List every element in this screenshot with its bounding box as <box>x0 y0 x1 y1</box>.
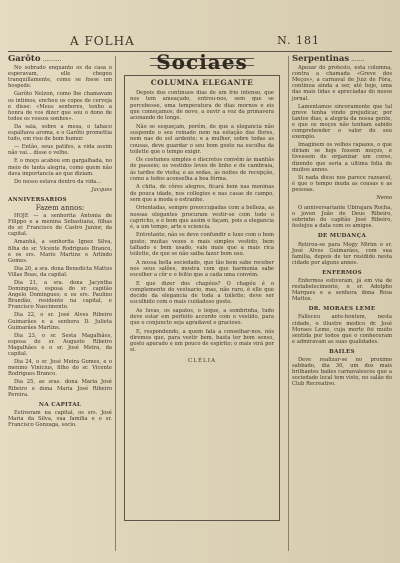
sick-title: ENFERMOS <box>322 269 362 276</box>
paragraph: Enfermos estiveram, já em via de restabelecimento, o sr. Adolpho Marques e a senhora dona Rosa Mattos. <box>292 278 392 303</box>
paragraph: — Então, seus patifes, a vida assim não vai... disse o velho. <box>8 144 112 157</box>
paragraph: E, respondendo, a quem fala a conselhar-nos, nós diremos que, para vestir bem, basta ter bom senso, gosto apurado e um pouco de espirito; o mais virá por si. <box>130 328 274 354</box>
paragraph: Dia 25, as sras. dona Maria José Ribeiro e dona Maria José Ribeiro Pereira. <box>8 379 112 398</box>
paragraph: Dia 22, o sr. José Alves Ribeiro Guimarães e a senhora D. Julieta Guimarães Martins. <box>8 312 112 331</box>
box-title: COLUMNA ELEGANTE <box>150 78 254 88</box>
sociaes-heading <box>120 50 284 74</box>
paragraph: Amanhã, a senhorita Ignez Silva, filha do sr. Vicente Rodrigues Branco, e os srs. Mario Martins e Arlindo Gomes. <box>8 239 112 264</box>
box-text <box>130 90 274 364</box>
section-title-serpentinas: Serpentinas ....... <box>292 54 365 64</box>
balls-title: BAILES <box>329 348 355 355</box>
anniversaries-subtitle: Fazem annos: <box>35 203 85 212</box>
paragraph: Deve realizar-se no proximo sabbado, dia 30, um dos mais brilhantes bailes carnavalescos que a sociedade local tem visto, no salão do Club Recreativo. <box>292 357 392 388</box>
paragraph: Da sala, sobre a mesa, o tabaco espalhava aroma, e o Garôto promettia tudo, em riso de bom humor. <box>8 123 112 143</box>
middle-column <box>120 50 284 521</box>
columna-elegante-box <box>124 75 280 521</box>
paragraph: Dia 20, a sra. dona Benedicta Mattos Villas Boas, da capital. <box>8 265 112 278</box>
section-title-garoto: Garôto .......... <box>8 54 62 64</box>
right-column <box>292 56 392 390</box>
paragraph: As luvas, os sapatos, o leque, a sombrinha, tudo deve estar em perfeito accordo com o vestido, para que o conjuncto seja agradavel e gracioso. <box>130 307 274 327</box>
paragraph: Os costumes simples e discretos convêm ás manhãs de passeio; os vestidos leves de linho e de cambraia, ás tardes de visita; e as sedas, ás noites de recepção, como a todos aconselha a boa fórma. <box>130 157 274 183</box>
paragraph: Depois dos continuos dias de um frio intenso, que nos tem ameaçado, entrou-nos, sem que se percebesse, uma temperatura de dias mornos e eis que começamos, de novo, a ouvir a voz da primavera acenando de longe. <box>130 90 274 122</box>
paragraph: Não se esqueçam, porém, de que a elegancia não suspende o seu reinado nem na estação das flores, nem nas do sol ardente; e a mulher, sobre todas as cousas, deve guardar o seu bom gosto na escolha da toilette que o tempo exigir. <box>130 123 274 155</box>
paragraph: Estiveram na capital, os srs. José Maria da Silva, sua familia e o sr. Francisco Gonzaga, socio. <box>8 409 112 428</box>
paragraph: Si nada disso nos parece razoavel, é que o tempo muda as cousas e as pessoas. <box>292 174 392 193</box>
sociaes-title: Sociaes <box>150 58 254 66</box>
anniversaries-title: ANNIVERSARIOS <box>8 196 67 203</box>
paragraph: Orientadas, sempre preoccupadas com a belleza, as nossas elegantes procuram vestir-se com todo o capricho, e é bom que assim o façam, pois a elegancia é, a um tempo, arte e sciencia. <box>130 205 274 231</box>
paragraph: Garôto Nelzon, como lhe chamavam os intimos, encheu os copos de cerveja e disse: «Meus senhores, tenho a honra de vos dizer que sou o dono de todos os vossos sonhos». <box>8 91 112 122</box>
issue-number: N. 181 <box>277 34 320 47</box>
paragraph: A chita, de côres alegres, ficará bem nas meninas de pouca idade, nos collegios e nas casas de campo, sem que a moda o estranhe. <box>130 184 274 203</box>
paragraph: No sobrado enquanto os da casa o esperavam, elle chegou tranquillamente, como se fosse um hospede. <box>8 65 112 90</box>
paragraph: HOJE — a senhorita Antonia de Filippo e a menina Sebastiana, filhas do sr. Francisco de Castro Junior, da capital. <box>8 213 112 238</box>
column-rule-left <box>115 56 116 551</box>
paragraph: Lamentamos sinceramente que tal greve tenha vindo prejudicar, por tantos dias, a alegria da nossa gente, e que os moços não tenham sabido comprehender o valor do seu exemplo. <box>292 103 392 141</box>
paragraph: E que dizer dos chapéus? O chapéu é o complemento do vestuario, mas, não raro, é elle que decide da elegancia de toda a toilette; deve ser escolhido com o mais cuidadoso gosto. <box>130 280 274 306</box>
capital-title: NA CAPITAL <box>38 401 82 408</box>
paragraph: A nossa bella sociedade, que tão bem sabe receber nos seus salões, mostra com que harmonia sabe escolher a côr e o feitio que a cada uma convém. <box>130 259 274 279</box>
signature: Nemo <box>376 194 392 201</box>
paragraph: Retirou-se para Mogy Mirim o sr. José Alves Guimarães, com sua familia, depois de ter residido nesta cidade por alguns annos. <box>292 241 392 266</box>
paragraph: Entretanto, não se deve confundir o luxo com o bom gosto; muitas vezes o mais simples vestido, bem talhado e bem usado, vale mais que a mais rica toilette, de que se não saiba fazer bom uso. <box>130 232 274 258</box>
signature: CLÉLIA <box>187 357 217 364</box>
column-rule-right <box>288 56 289 551</box>
paragraph: Falleceu ante-hontem, nesta cidade, o illustre medico dr. José Moraes Leme, cuja morte foi muito sentida por todos que o conheceram e admiravam as suas qualidades. <box>292 314 392 345</box>
paragraph: Dia 21, a sra. dona Jacyntha Domingues, esposa do sr. capitão Angelo Domingues; e os srs. Paulino Brandão, residente na capital, e Francisco Nascimento. <box>8 280 112 311</box>
signature: Jacques <box>91 186 112 193</box>
paragraph: Do nosso estava dentro da vida... <box>14 178 102 185</box>
left-column <box>8 56 112 430</box>
newspaper-name: A FOLHA <box>70 34 135 48</box>
paragraph: Apezar do protesto, esta columna, contra a chamada «Greve dos Meços», a carnaval de Juiz de Fóra, continua ainda a ser, até hoje, uma das mais lidas e apreciadas do nosso jornal. <box>292 65 392 102</box>
paragraph: Dia 24, o sr. José Meira Gomes, e o menino Vinicius, filho do sr. Vicente Rodrigues Branco. <box>8 359 112 378</box>
paragraph: O anniversariante Ubirajara Rocha, o joven João de Deus Ribeiro, sobrinho do capitão José Ribeiro, festejou a data com os amigos. <box>292 205 392 230</box>
paragraph: E o moço acabou em gargalhada, no meio de tanta alegria, como quem não dava importancia ao que diziam. <box>8 158 112 177</box>
paragraph: Imaginem os velhos rapazes, o que diriam se hoje fossem moços, e tivessem de organizar um corso, dizendo que seria a ultima folia de muitos annos. <box>292 142 392 173</box>
paragraph: Dia 23, o sr. Sesta Magalhães, esposa do sr. Augusto Ribeiro Magalhães e o sr. José Meira, da capital. <box>8 332 112 358</box>
depart-title: DE MUDANÇA <box>317 233 367 240</box>
death-title: DR. MORAES LEME <box>308 306 376 313</box>
masthead <box>8 34 392 50</box>
